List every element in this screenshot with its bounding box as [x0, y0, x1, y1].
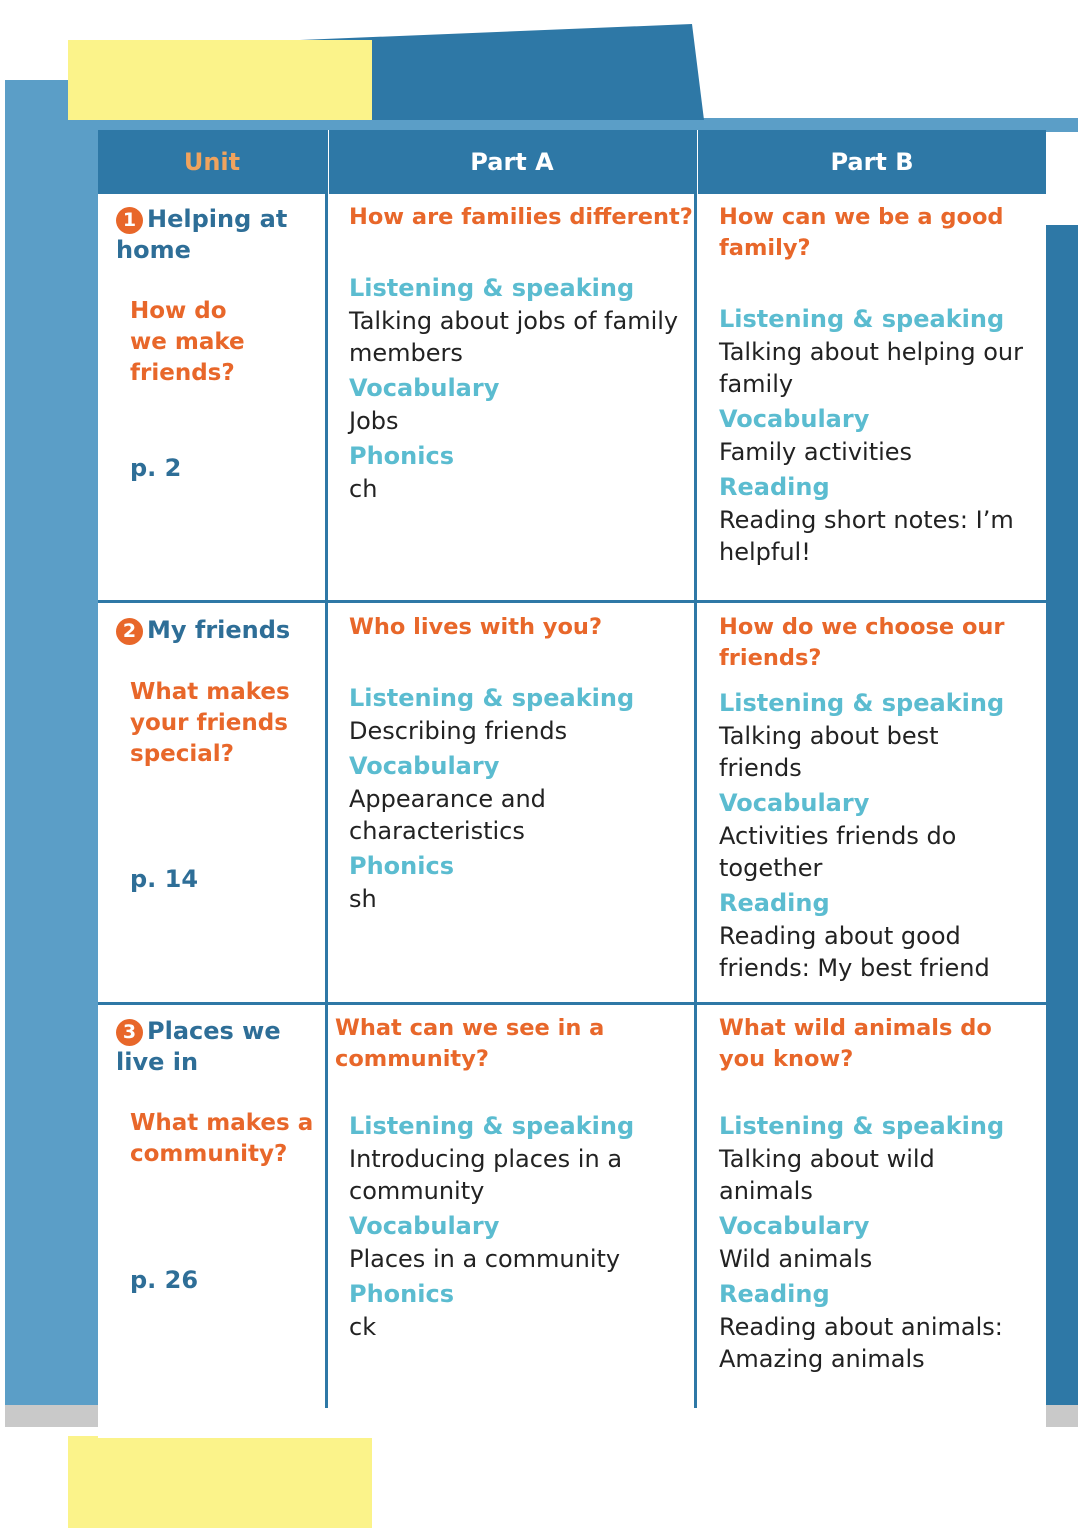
section-text: sh	[349, 885, 377, 913]
section-text: ch	[349, 475, 378, 503]
section-label: Vocabulary	[719, 1212, 870, 1240]
section-label: Listening & speaking	[719, 1112, 1005, 1140]
unit-3-part-b	[719, 1013, 1041, 1377]
unit-3-page: p. 26	[130, 1266, 199, 1294]
unit-number-badge: 3	[116, 1019, 143, 1046]
section-text: Appearance and characteristics	[349, 785, 546, 845]
unit-3-part-a-sections	[349, 1109, 690, 1343]
left-blue-panel	[5, 80, 100, 1420]
part-question: Who lives with you?	[349, 614, 603, 640]
unit-2-part-b	[719, 612, 1041, 986]
section-text: Reading short notes: I’m helpful!	[719, 506, 1014, 566]
unit-number-badge: 2	[116, 618, 143, 645]
section-label: Vocabulary	[349, 1212, 500, 1240]
section-text: Wild animals	[719, 1245, 873, 1273]
column-divider-1	[325, 130, 328, 1408]
section-label: Phonics	[349, 852, 454, 880]
top-yellow-block	[68, 40, 372, 120]
section-label: Listening & speaking	[349, 274, 635, 302]
unit-1-part-b	[719, 202, 1041, 570]
column-divider-2	[694, 130, 697, 1408]
part-question: How are families different?	[349, 204, 693, 230]
part-question: How can we be a good family?	[719, 204, 1004, 261]
right-blue-strip	[1046, 225, 1078, 1405]
part-question: What wild animals do you know?	[719, 1015, 992, 1072]
section-label: Vocabulary	[349, 374, 500, 402]
unit-3-question: What makes a community?	[130, 1110, 314, 1167]
bottom-yellow-block	[68, 1436, 372, 1528]
section-label: Reading	[719, 473, 830, 501]
unit-1-page: p. 2	[130, 454, 182, 482]
section-text: Jobs	[349, 407, 399, 435]
unit-1-part-a	[349, 202, 694, 507]
section-text: Reading about animals: Amazing animals	[719, 1313, 1003, 1373]
unit-number-badge: 1	[116, 207, 143, 234]
section-text: Places in a community	[349, 1245, 621, 1273]
unit-2-page: p. 14	[130, 865, 199, 893]
section-text: Describing friends	[349, 717, 568, 745]
row-divider-1	[98, 600, 1046, 603]
section-label: Listening & speaking	[719, 305, 1005, 333]
section-label: Reading	[719, 1280, 830, 1308]
section-text: Talking about helping our family	[719, 338, 1023, 398]
section-label: Listening & speaking	[719, 689, 1005, 717]
section-label: Phonics	[349, 1280, 454, 1308]
header-part-a: Part A	[329, 130, 695, 194]
unit-2-title: 2 My friends	[116, 615, 316, 646]
section-text: ck	[349, 1313, 377, 1341]
section-text: Talking about jobs of family members	[349, 307, 679, 367]
section-text: Introducing places in a community	[349, 1145, 623, 1205]
section-text: Family activities	[719, 438, 913, 466]
section-text: Talking about wild animals	[719, 1145, 935, 1205]
section-label: Vocabulary	[719, 405, 870, 433]
row-divider-2	[98, 1002, 1046, 1005]
section-text: Activities friends do together	[719, 822, 957, 882]
part-question: What can we see in a community?	[335, 1015, 605, 1072]
contents-table	[98, 130, 1046, 1438]
section-text: Talking about best friends	[719, 722, 939, 782]
section-label: Listening & speaking	[349, 1112, 635, 1140]
unit-2-part-a	[349, 612, 694, 917]
section-label: Vocabulary	[719, 789, 870, 817]
unit-1-question: How do we make friends?	[130, 298, 245, 386]
unit-3-part-a	[335, 1013, 690, 1345]
section-text: Reading about good friends: My best friend	[719, 922, 990, 982]
unit-3-title: 3 Places we live in	[116, 1017, 281, 1076]
header-unit: Unit	[98, 130, 326, 194]
section-label: Listening & speaking	[349, 684, 635, 712]
header-part-b: Part B	[698, 130, 1046, 194]
part-question: How do we choose our friends?	[719, 614, 1005, 671]
unit-2-question: What makes your friends special?	[130, 679, 290, 767]
section-label: Reading	[719, 889, 830, 917]
unit-1-title: 1 Helping at home	[116, 205, 288, 264]
section-label: Phonics	[349, 442, 454, 470]
section-label: Vocabulary	[349, 752, 500, 780]
